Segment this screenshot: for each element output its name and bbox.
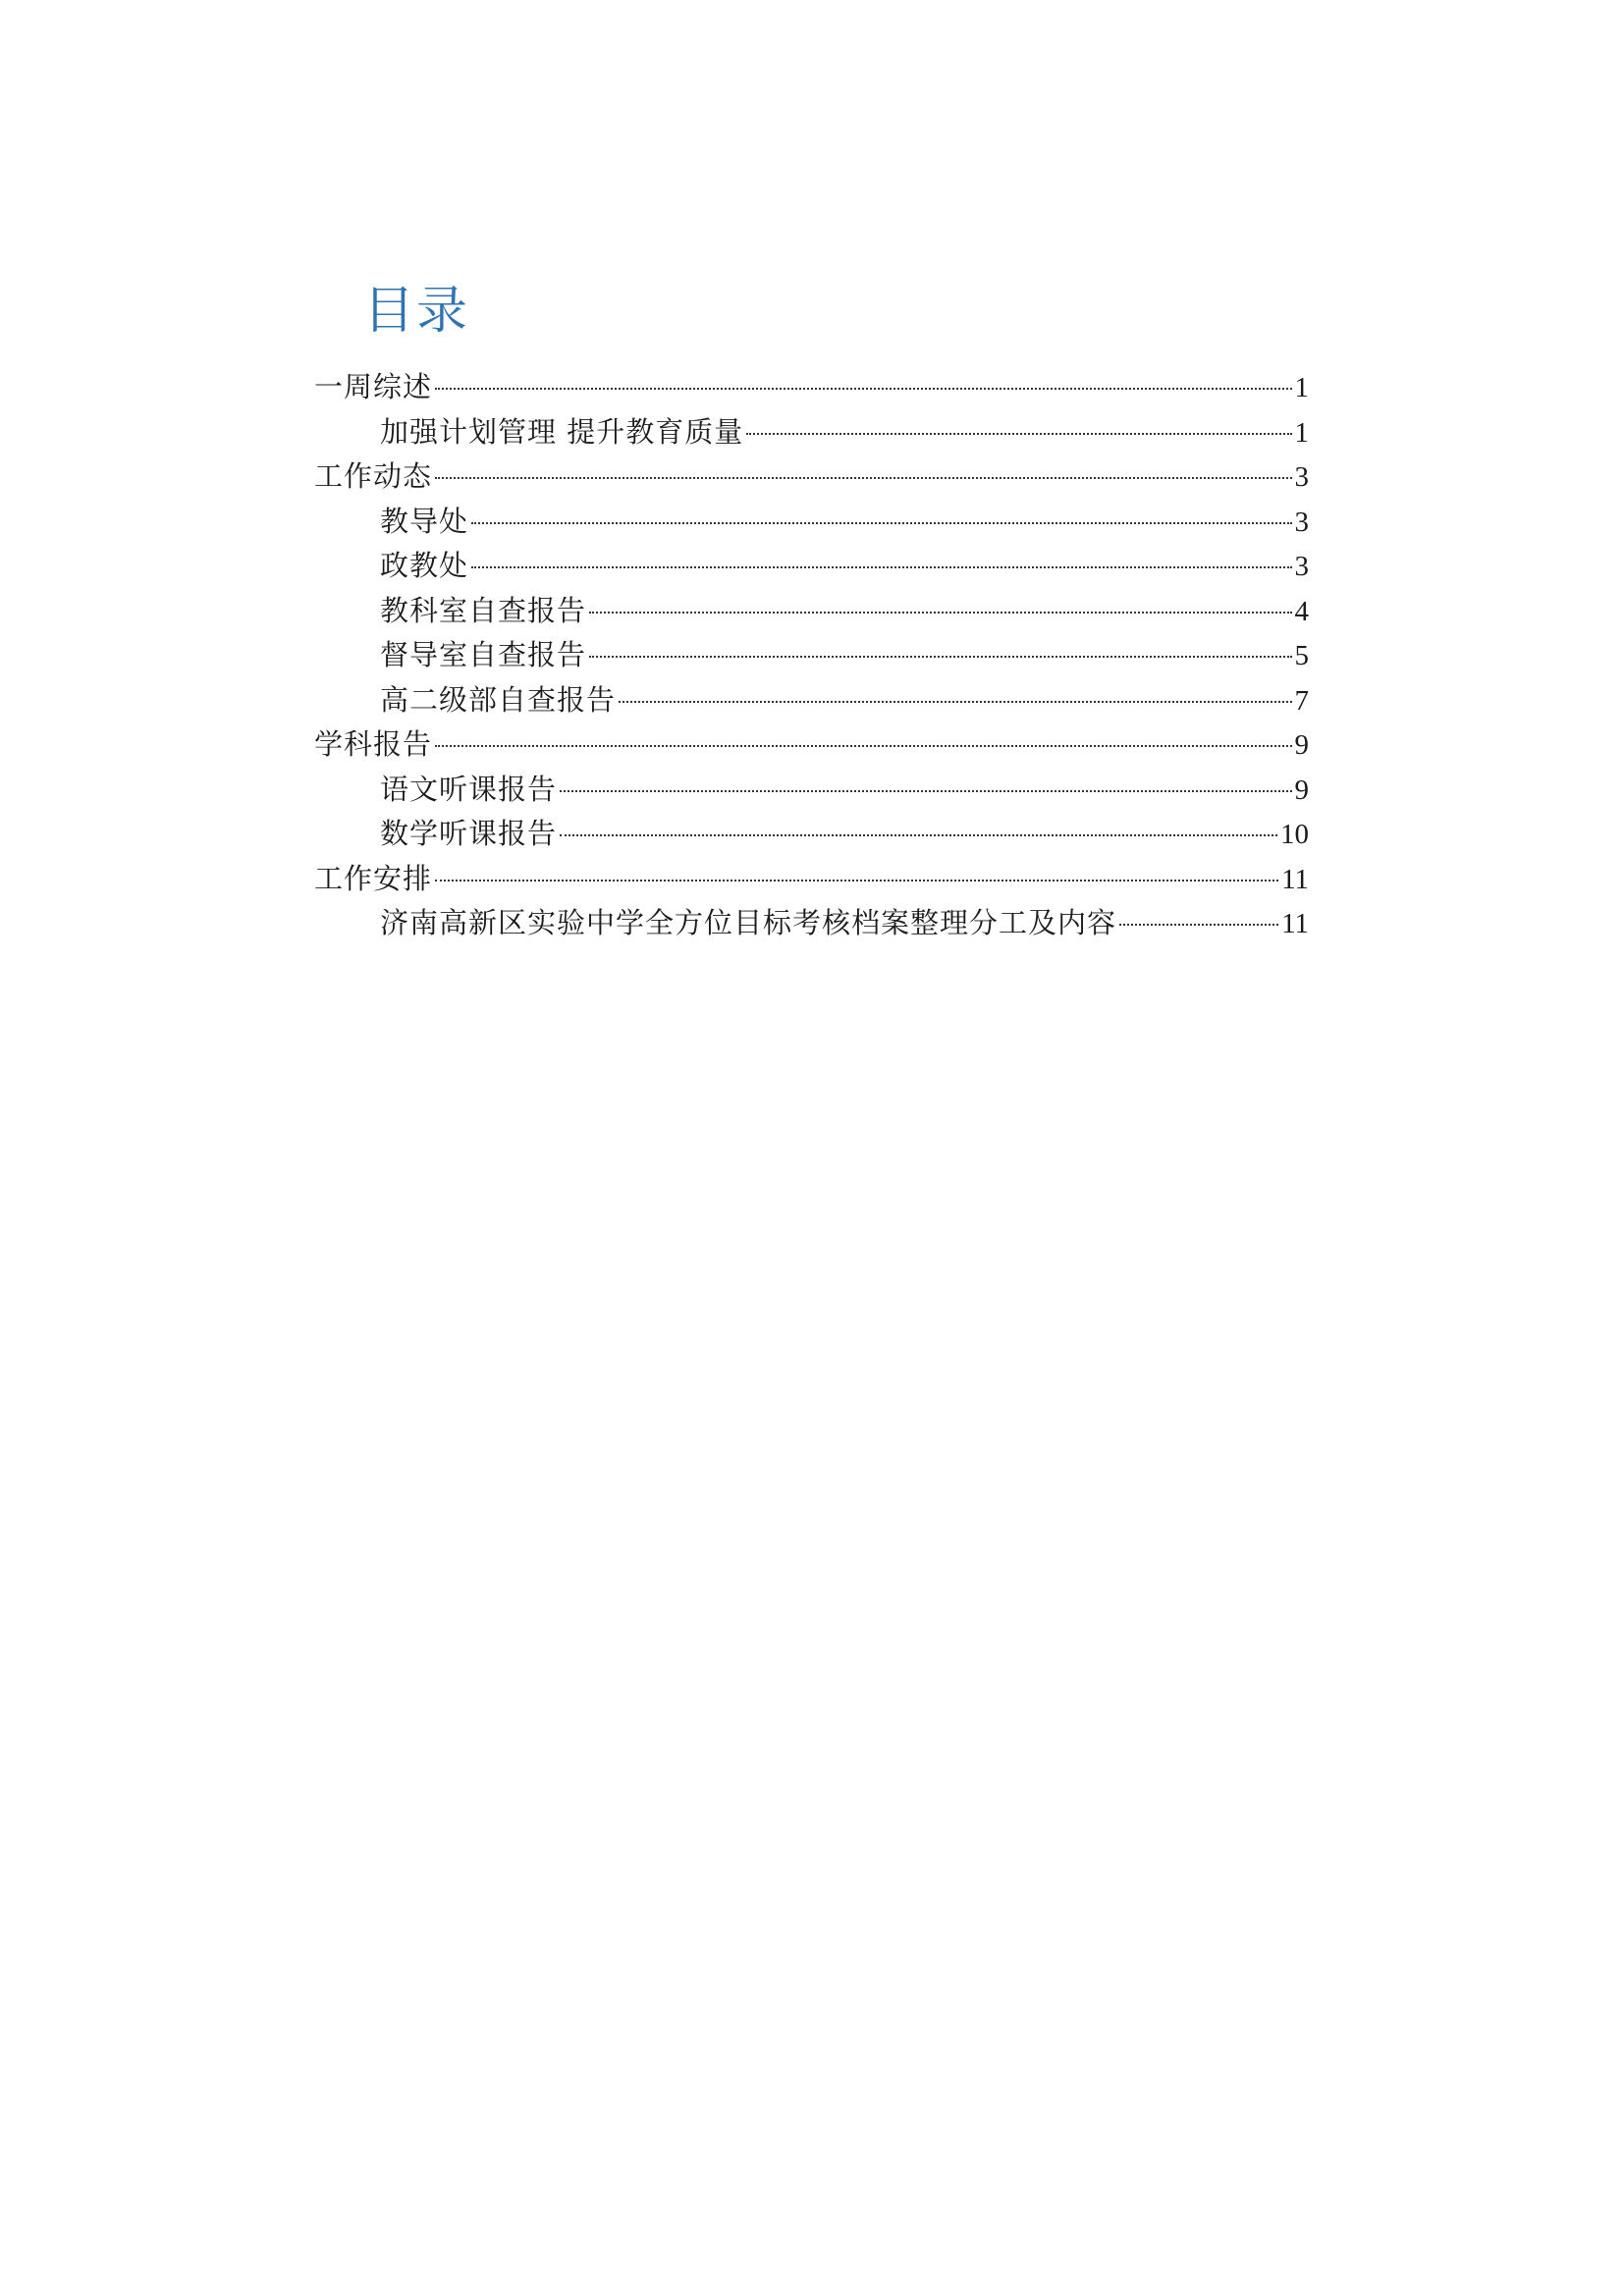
toc-page-number: 1 bbox=[1294, 372, 1309, 403]
toc-entry-weekly-summary[interactable] bbox=[314, 365, 1309, 410]
toc-entry-label: 工作动态 bbox=[314, 459, 433, 493]
toc-entry-label: 一周综述 bbox=[314, 370, 433, 403]
toc-entry-label: 高二级部自查报告 bbox=[380, 682, 617, 717]
toc-entry-math-observation[interactable] bbox=[314, 812, 1309, 857]
toc-page-number: 5 bbox=[1294, 640, 1309, 671]
toc-entry-archive-division[interactable] bbox=[314, 901, 1309, 946]
dot-leader bbox=[471, 522, 1291, 524]
toc-page-number: 3 bbox=[1294, 461, 1309, 493]
toc-entry-label: 加强计划管理 提升教育质量 bbox=[380, 414, 744, 449]
toc-entry-grade-two-report[interactable] bbox=[314, 678, 1309, 723]
toc-page-number: 1 bbox=[1294, 416, 1309, 449]
toc-entry-plan-management[interactable] bbox=[314, 410, 1309, 455]
toc-entry-label: 工作安排 bbox=[314, 861, 433, 895]
dot-leader bbox=[435, 880, 1278, 881]
dot-leader bbox=[471, 566, 1291, 568]
dot-leader bbox=[435, 745, 1291, 747]
toc-page-number: 4 bbox=[1294, 595, 1309, 627]
dot-leader bbox=[619, 701, 1291, 703]
toc-entry-label: 数学听课报告 bbox=[380, 817, 558, 850]
toc-entry-research-office-report[interactable] bbox=[314, 589, 1309, 634]
toc-entry-political-office[interactable] bbox=[314, 544, 1309, 589]
toc-entry-label: 政教处 bbox=[380, 549, 469, 582]
toc-page-number: 3 bbox=[1294, 551, 1309, 582]
dot-leader bbox=[560, 834, 1277, 836]
dot-leader bbox=[435, 477, 1291, 479]
dot-leader bbox=[1119, 924, 1278, 926]
dot-leader bbox=[746, 433, 1291, 435]
toc-entry-subject-reports[interactable] bbox=[314, 722, 1309, 768]
toc-page-number: 11 bbox=[1281, 908, 1309, 939]
toc-entry-work-news[interactable] bbox=[314, 454, 1309, 500]
toc-entry-supervision-office-report[interactable] bbox=[314, 633, 1309, 678]
dot-leader bbox=[435, 388, 1291, 390]
toc-entry-academic-office[interactable] bbox=[314, 500, 1309, 545]
toc-page-number: 10 bbox=[1280, 819, 1309, 850]
toc-entry-label: 督导室自查报告 bbox=[380, 638, 587, 671]
toc-page-number: 11 bbox=[1281, 863, 1309, 895]
toc-entry-label: 学科报告 bbox=[314, 727, 433, 761]
toc-entry-work-arrangement[interactable] bbox=[314, 857, 1309, 902]
toc-page-number: 9 bbox=[1294, 729, 1309, 761]
toc-title: 目录 bbox=[363, 282, 470, 341]
toc-page-number: 9 bbox=[1294, 774, 1309, 806]
toc-list bbox=[314, 365, 1309, 946]
toc-page-number: 7 bbox=[1294, 684, 1309, 717]
toc-page-number: 3 bbox=[1294, 506, 1309, 538]
toc-entry-label: 教科室自查报告 bbox=[380, 593, 587, 627]
dot-leader bbox=[589, 612, 1291, 614]
toc-entry-label: 教导处 bbox=[380, 504, 469, 538]
toc-entry-chinese-observation[interactable] bbox=[314, 768, 1309, 813]
toc-entry-label: 济南高新区实验中学全方位目标考核档案整理分工及内容 bbox=[380, 906, 1117, 939]
toc-entry-label: 语文听课报告 bbox=[380, 772, 558, 806]
dot-leader bbox=[560, 790, 1291, 792]
dot-leader bbox=[589, 656, 1291, 658]
